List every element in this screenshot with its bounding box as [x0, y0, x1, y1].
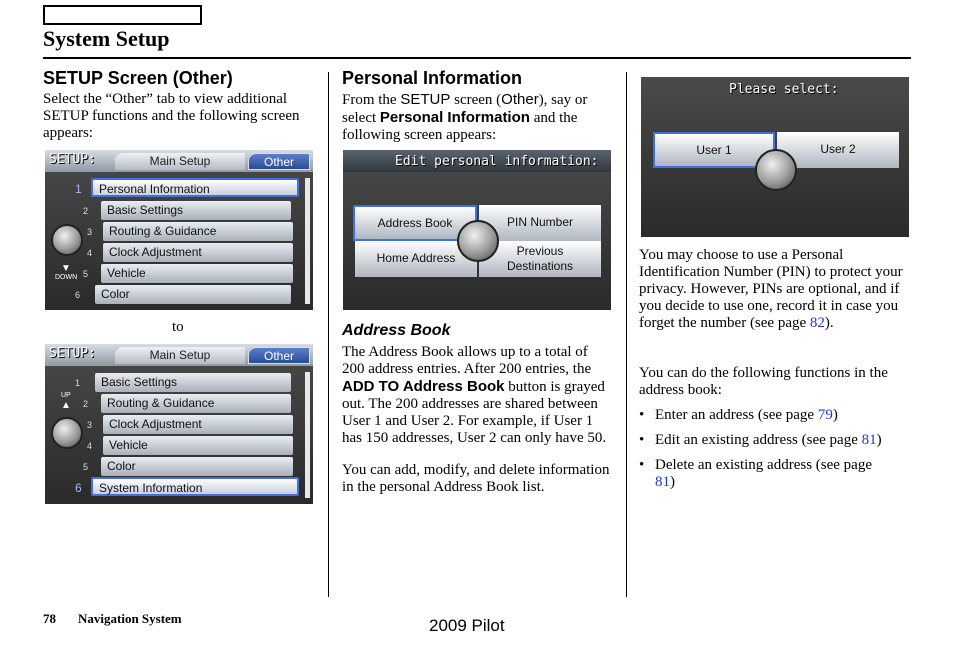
user-1-button[interactable]: User 1 — [653, 132, 775, 168]
menu-item-routing-guidance[interactable]: Routing & Guidance — [103, 222, 293, 241]
functions-list — [639, 407, 914, 499]
setup-label: SETUP: — [49, 152, 96, 167]
list-item — [639, 407, 914, 424]
page-link[interactable]: 81 — [655, 474, 670, 490]
text: The Address Book allows up to a total of 200 address entries. After 200 entries, the — [342, 344, 592, 377]
page-link[interactable]: 82 — [809, 315, 825, 331]
menu-num: 5 — [83, 269, 89, 279]
personal-information-intro — [342, 91, 612, 144]
menu-item-routing-guidance[interactable]: Routing & Guidance — [101, 394, 291, 413]
other-keyword: Other — [501, 91, 539, 108]
edit-personal-info-screen — [343, 150, 611, 310]
menu-num: 5 — [83, 462, 89, 472]
user-select-screen — [641, 77, 909, 237]
menu-item-basic-settings[interactable]: Basic Settings — [95, 373, 291, 392]
text: button is grayed out. The 200 addresses are shared between User 1 and User 2. For example, if User 1 has 150 addresses, User 2 can only have 50. — [342, 379, 607, 446]
tab-other[interactable]: Other — [248, 153, 310, 170]
menu-num: 4 — [87, 441, 93, 451]
text: ) — [670, 474, 675, 490]
interface-dial-knob[interactable] — [51, 417, 83, 449]
scrollbar[interactable] — [305, 372, 310, 498]
text: ) — [832, 407, 838, 423]
header-blank-box — [43, 5, 202, 25]
page-link[interactable]: 81 — [861, 432, 877, 448]
menu-item-color[interactable]: Color — [101, 457, 293, 476]
menu-item-personal-information[interactable]: Personal Information — [91, 178, 299, 197]
footer-model: 2009 Pilot — [429, 616, 505, 635]
home-address-button[interactable]: Home Address — [355, 241, 477, 277]
pin-paragraph — [639, 247, 907, 332]
previous-destinations-button[interactable]: Previous Destinations — [479, 241, 601, 277]
setup-other-heading: SETUP Screen (Other) — [43, 68, 233, 88]
setup-keyword: SETUP — [400, 91, 451, 108]
user-2-button[interactable]: User 2 — [777, 132, 899, 168]
menu-num: 4 — [87, 248, 93, 258]
menu-num: 3 — [87, 420, 93, 430]
text: Edit an existing address (see page — [655, 432, 862, 448]
interface-dial-knob[interactable] — [457, 220, 499, 262]
column-divider-1 — [328, 72, 329, 597]
list-item — [639, 432, 914, 449]
tab-main-setup[interactable]: Main Setup — [115, 347, 245, 364]
knob-hint-up: UP — [61, 392, 71, 399]
personal-information-keyword: Personal Information — [379, 109, 530, 126]
menu-num: 1 — [75, 182, 82, 196]
list-item — [639, 457, 879, 491]
pin-number-button[interactable]: PIN Number — [479, 205, 601, 241]
menu-item-vehicle[interactable]: Vehicle — [103, 436, 293, 455]
interface-dial-knob[interactable] — [51, 224, 83, 256]
connector-to: to — [172, 319, 184, 335]
column-divider-2 — [626, 72, 627, 597]
page-number: 78 — [43, 611, 56, 626]
knob-hint-down: DOWN — [55, 274, 78, 281]
text: screen ( — [450, 92, 502, 108]
address-book-paragraph-2: You can add, modify, and delete information in the personal Address Book list. — [342, 462, 610, 495]
setup-screen-1 — [45, 150, 313, 310]
menu-item-color[interactable]: Color — [95, 285, 291, 304]
page-link[interactable]: 79 — [817, 407, 833, 423]
screen-title: Edit personal information: — [395, 154, 599, 169]
text: ) — [876, 432, 882, 448]
up-arrow-icon: ▲ — [61, 400, 71, 411]
menu-num: 3 — [87, 227, 93, 237]
address-book-button[interactable]: Address Book — [353, 205, 477, 241]
footer-section: Navigation System — [78, 611, 182, 626]
tab-main-setup[interactable]: Main Setup — [115, 153, 245, 170]
setup-tab-bar — [45, 344, 313, 366]
menu-num: 6 — [75, 290, 81, 300]
down-arrow-icon: ▼ — [61, 263, 71, 274]
screen-title: Please select: — [729, 82, 839, 97]
tab-other[interactable]: Other — [248, 347, 310, 364]
address-book-paragraph — [342, 344, 614, 447]
menu-item-system-information[interactable]: System Information — [91, 477, 299, 496]
interface-dial-knob[interactable] — [755, 149, 797, 191]
text: and the following screen appears: — [342, 110, 578, 143]
header-rule — [43, 57, 911, 59]
text: ), say or select — [342, 92, 588, 126]
menu-num: 2 — [83, 206, 89, 216]
add-to-address-book-keyword: ADD TO Address Book — [342, 378, 505, 395]
menu-num: 2 — [83, 399, 89, 409]
menu-item-clock-adjustment[interactable]: Clock Adjustment — [103, 415, 293, 434]
setup-label: SETUP: — [49, 346, 96, 361]
address-book-subheading: Address Book — [342, 322, 451, 339]
menu-item-clock-adjustment[interactable]: Clock Adjustment — [103, 243, 293, 262]
text: ). — [824, 315, 834, 331]
setup-screen-2 — [45, 344, 313, 504]
text: You may choose to use a Personal Identification Number (PIN) to protect your privacy. However, PINs are optional, and if you decide to use one, record it in case you forget the number (see page — [639, 247, 903, 331]
text: From the — [342, 92, 401, 108]
page-title: System Setup — [43, 26, 170, 51]
menu-num: 1 — [75, 378, 81, 388]
scrollbar[interactable] — [305, 178, 310, 304]
personal-information-heading: Personal Information — [342, 68, 523, 88]
menu-num: 6 — [75, 481, 82, 495]
functions-paragraph: You can do the following functions in the address book: — [639, 365, 888, 398]
setup-other-intro: Select the “Other” tab to view additional SETUP functions and the following screen appears: — [43, 91, 300, 141]
setup-tab-bar — [45, 150, 313, 172]
menu-item-basic-settings[interactable]: Basic Settings — [101, 201, 291, 220]
text: Delete an existing address (see page — [655, 457, 872, 473]
menu-item-vehicle[interactable]: Vehicle — [101, 264, 293, 283]
text: Enter an address (see page — [655, 407, 818, 423]
